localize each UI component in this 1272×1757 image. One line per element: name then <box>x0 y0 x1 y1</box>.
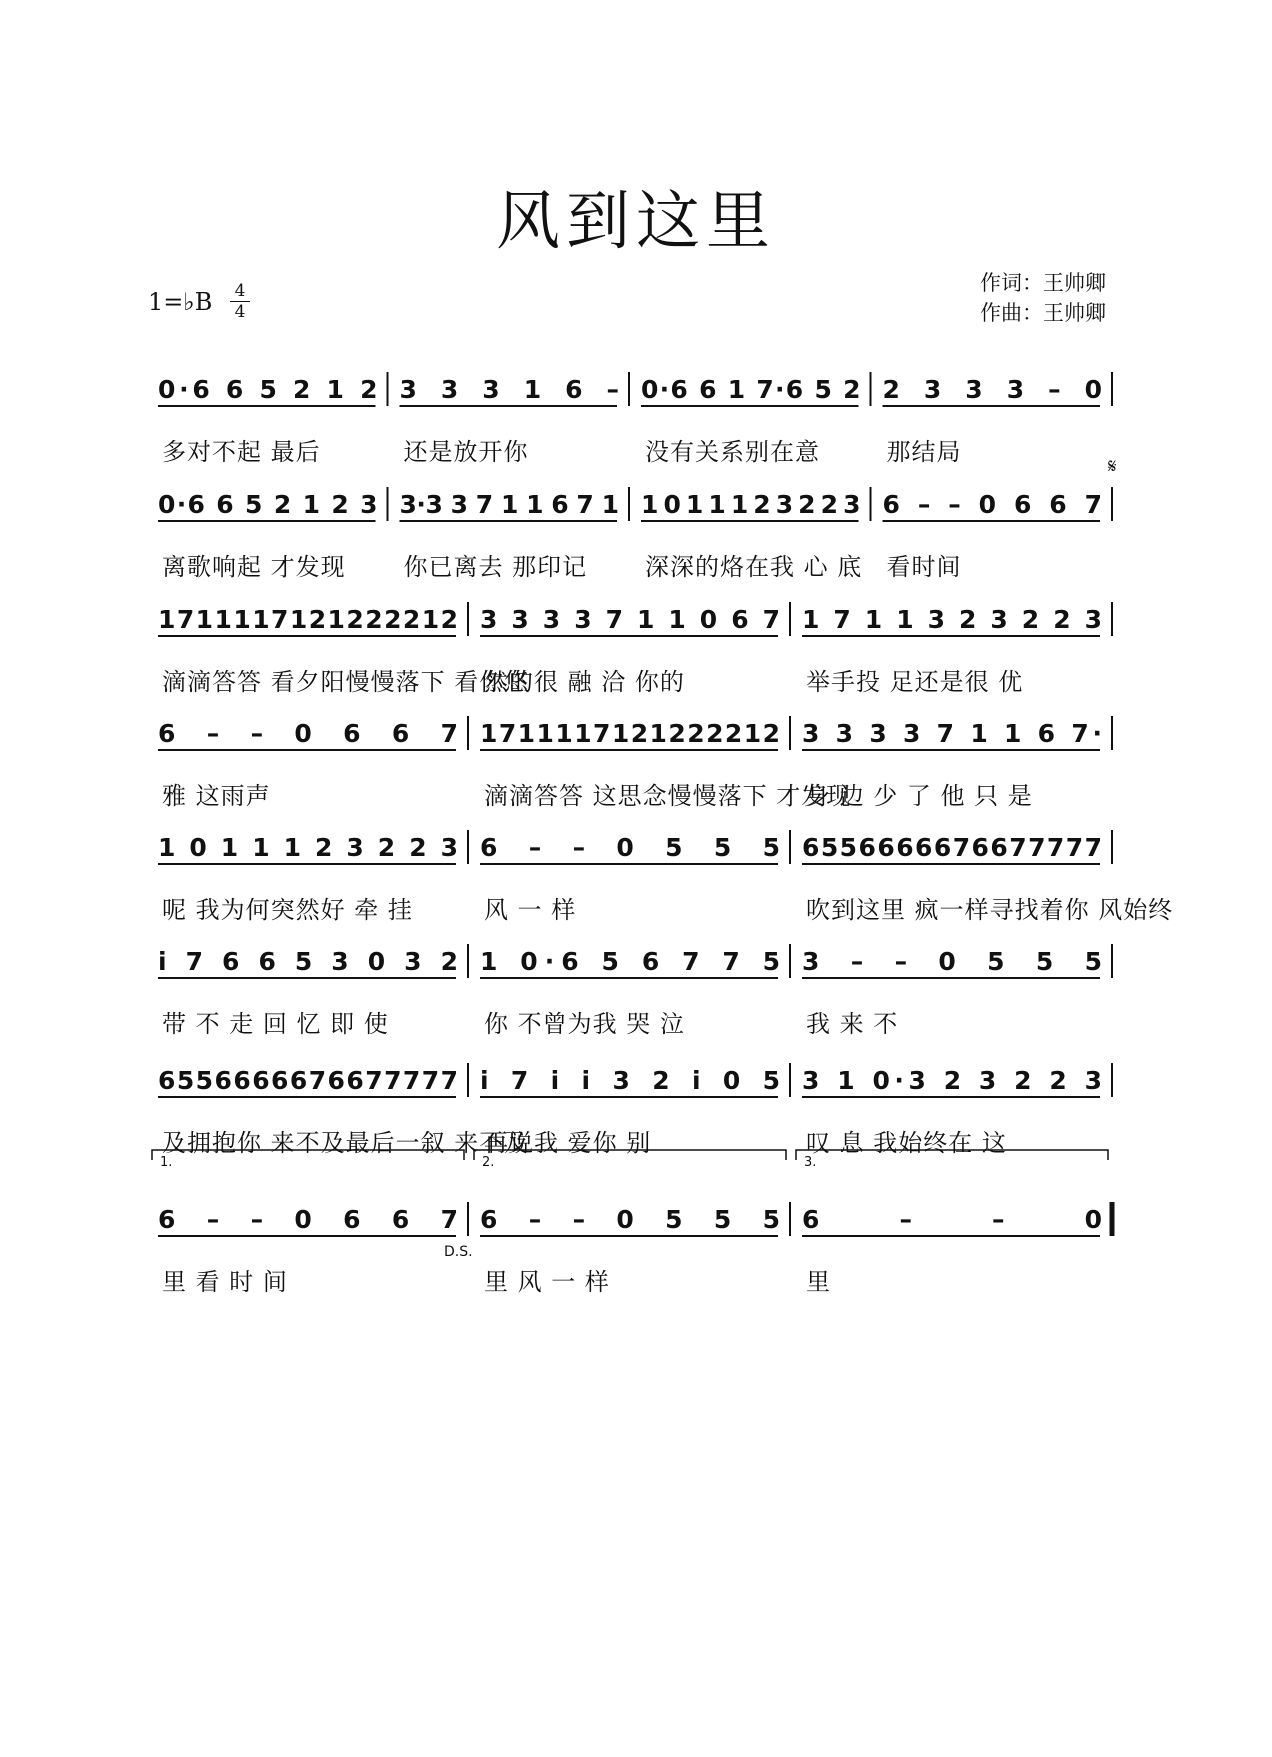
measure-notes: 6 – – 0 6 6 7 <box>158 719 458 748</box>
notation-line <box>0 454 1117 535</box>
lyric-segment: 吹到这里 疯一样寻找着你 风始终 <box>806 896 1174 924</box>
notation-line <box>0 818 1102 878</box>
lyrics-line <box>0 1123 1007 1157</box>
measure-notes: 3 3 3 3 7 1 1 0 6 7 <box>480 605 780 634</box>
volta-label: 2. <box>482 1155 495 1170</box>
measure-notes: 6 – – 0 6 6 7 <box>158 1205 458 1234</box>
measure-notes: 0·6 6 5 2 1 2 3 <box>158 490 378 519</box>
lyric-segment: 没有关系别在意 <box>645 438 820 466</box>
lyric-segment: 离歌响起 才发现 <box>162 553 346 581</box>
notation-line <box>0 590 1102 650</box>
lyric-segment: 里 风 一 样 <box>484 1268 610 1296</box>
lyric-segment: 看时间 <box>886 553 962 581</box>
lyric-segment: 及拥抱你 来不及最后一叙 来不及 <box>162 1129 530 1157</box>
lyric-segment: 那结局 <box>886 438 962 466</box>
time-signature-top: 4 <box>234 281 246 301</box>
measure-notes: 3 1 0·3 2 3 2 2 3 <box>802 1066 1102 1095</box>
lyrics-line <box>0 1004 980 1038</box>
lyrics-line <box>0 662 1024 696</box>
measure-notes: i 7 i i 3 2 i 0 5 <box>480 1066 780 1095</box>
lyric-segment: 你 不曾为我 哭 泣 <box>484 1010 685 1038</box>
lyric-segment: 多对不起 最后 <box>162 438 321 466</box>
ds-marking: D.S. <box>444 1244 473 1260</box>
composer-credit: 作曲：王帅卿 <box>980 301 1106 325</box>
measure-notes: 6 – – 0 <box>802 1205 1102 1234</box>
notation-line <box>0 1051 1102 1111</box>
lyric-segment: 滴滴答答 这思念慢慢落下 才发现 <box>484 782 852 810</box>
measure-notes: 0·6 6 5 2 1 2 <box>158 375 378 404</box>
measure-notes: 3 – – 0 5 5 5 <box>802 947 1102 976</box>
lyric-segment: 身 边 少 了 他 只 是 <box>806 782 1033 810</box>
volta-label: 3. <box>804 1155 817 1170</box>
measure-notes: 3 3 3 1 6 – <box>399 375 619 404</box>
measure-notes: 6 – – 0 6 6 7 <box>882 490 1102 519</box>
lyrics-line <box>0 432 980 466</box>
notation-line <box>0 1155 1102 1260</box>
lyric-segment: 举手投 足还是很 优 <box>806 668 1024 696</box>
measure-notes: 3·3 3 7 1 1 6 7 1 <box>399 490 619 519</box>
measure-notes: 6 5 5 6 6 6 6 6 7 6 6 7 7 7 7 7 <box>158 1066 458 1095</box>
lyric-segment: 我 来 不 <box>806 1010 899 1038</box>
measure-notes: 6 – – 0 5 5 5 <box>480 1205 780 1234</box>
time-signature <box>228 282 252 321</box>
measure-notes: 1 7 1 1 3 2 3 2 2 3 <box>802 605 1102 634</box>
lyric-segment: 带 不 走 回 忆 即 使 <box>162 1010 389 1038</box>
measure-notes: 1 0 1 1 1 2 3 2 2 3 <box>158 833 458 862</box>
lyricist-credit: 作词：王帅卿 <box>980 271 1106 295</box>
lyric-segment: 呢 我为何突然好 牵 挂 <box>162 896 413 924</box>
key-signature: 1=♭B <box>148 288 213 316</box>
time-signature-bottom: 4 <box>234 302 246 322</box>
lyric-segment: 里 <box>806 1268 831 1296</box>
measure-notes: i 7 6 6 5 3 0 3 2 <box>158 947 458 976</box>
lyric-segment: 滴滴答答 看夕阳慢慢落下 看你悠 <box>162 668 530 696</box>
lyric-segment: 然的很 融 洽 你的 <box>484 668 685 696</box>
measure-notes: 6 5 5 6 6 6 6 6 7 6 6 7 7 7 7 7 <box>802 833 1102 862</box>
measure-notes: 1 0 1 1 1 2 3 2 2 3 <box>641 490 861 519</box>
measure-notes: 0·6 6 1 7·6 5 2 <box>641 375 861 404</box>
volta-label: 1. <box>160 1155 173 1170</box>
song-title: 风到这里 <box>496 185 776 259</box>
lyrics-line <box>0 547 980 581</box>
measure-notes: 1 0·6 5 6 7 7 5 <box>480 947 780 976</box>
lyrics-line <box>0 1262 980 1296</box>
lyric-segment: 雅 这雨声 <box>162 782 271 810</box>
notation-line <box>0 932 1102 992</box>
lyric-segment: 里 看 时 间 <box>162 1268 288 1296</box>
lyrics-line <box>0 890 1174 924</box>
credits <box>980 268 1106 328</box>
measure-notes: 6 – – 0 5 5 5 <box>480 833 780 862</box>
lyric-segment: 还是放开你 <box>403 438 529 466</box>
measure-notes: 2 3 3 3 – 0 <box>882 375 1102 404</box>
notation-line <box>0 704 1102 764</box>
lyric-segment: 再说我 爱你 别 <box>484 1129 652 1157</box>
lyric-segment: 叹 息 我始终在 这 <box>806 1129 1007 1157</box>
lyric-segment: 深深的烙在我 心 底 <box>645 553 863 581</box>
measure-notes: 1 7 1 1 1 1 7 1 2 1 2 2 2 2 1 2 <box>158 605 458 634</box>
notation-line <box>0 360 1102 420</box>
segno-sign: 𝄋 <box>1108 454 1117 478</box>
lyric-segment: 风 一 样 <box>484 896 577 924</box>
lyric-segment: 你已离去 那印记 <box>403 553 588 581</box>
lyrics-line <box>0 776 1033 810</box>
measure-notes: 3 3 3 3 7 1 1 6 7· <box>802 719 1102 748</box>
measure-notes: 1 7 1 1 1 1 7 1 2 1 2 2 2 2 1 2 <box>480 719 780 748</box>
